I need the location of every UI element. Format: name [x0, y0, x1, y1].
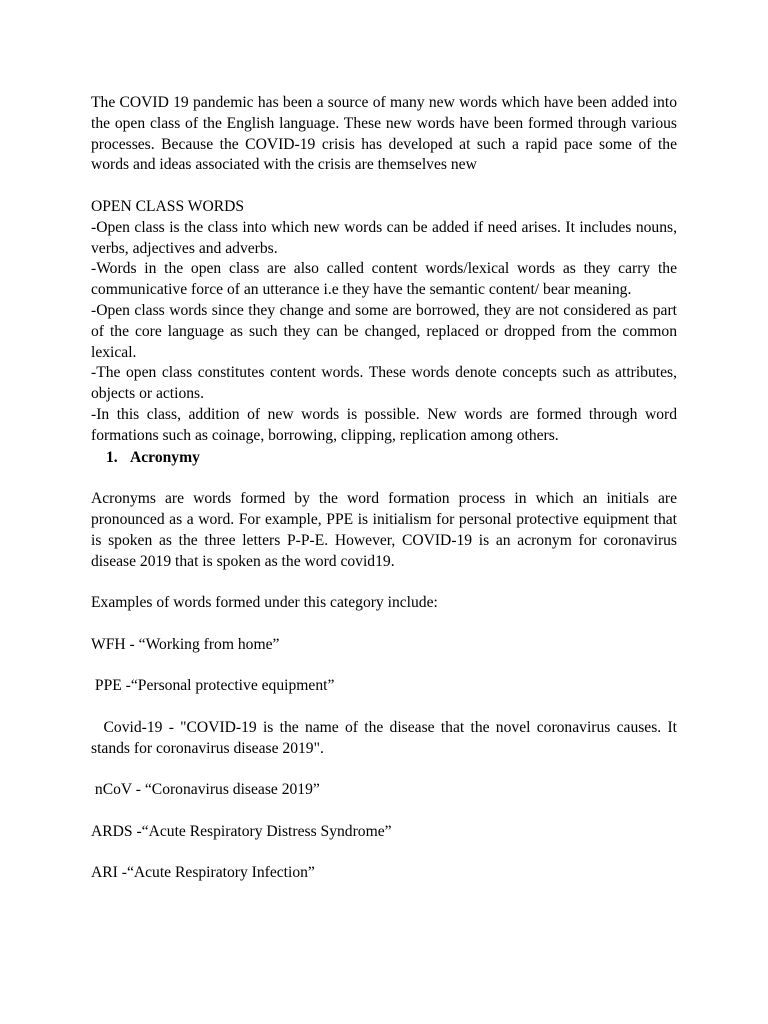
- spacer: [91, 572, 677, 593]
- spacer: [91, 176, 677, 197]
- acronymy-body: Acronyms are words formed by the word formation process in which an initials are pronounced as a word. For example, PPE is initialism for personal protective equipment that is spoken as the three letters P-P-E. However, COVID-19 is an acronym for coronavirus disease 2019 that is spoken as the word covid19.: [91, 490, 677, 570]
- open-class-point: -Open class is the class into which new words can be added if need arises. It includes nouns, verbs, adjectives and adverbs.: [91, 218, 677, 257]
- section-heading-acronymy: [91, 448, 677, 469]
- example-item: ARI -“Acute Respiratory Infection”: [91, 864, 315, 882]
- section-title: Acronymy: [130, 448, 200, 466]
- example-item: WFH - “Working from home”: [91, 635, 280, 653]
- open-class-point: -The open class constitutes content words. These words denote concepts such as attributes, objects or actions.: [91, 364, 677, 403]
- example-item: nCoV - “Coronavirus disease 2019”: [91, 781, 320, 799]
- spacer: [91, 801, 677, 822]
- section-number: 1.: [106, 448, 118, 466]
- intro-paragraph: The COVID 19 pandemic has been a source of many new words which have been added into the open class of the English language. These new words have been formed through various processes. Because the COVID-19 crisis has developed at such a rapid pace some of the words and ideas associated with the crisis are themselves new: [91, 94, 677, 174]
- example-item: Covid-19 - "COVID-19 is the name of the disease that the novel coronavirus causes. It stands for coronavirus disease 2019".: [91, 718, 681, 757]
- spacer: [91, 697, 677, 718]
- open-class-point: -Open class words since they change and some are borrowed, they are not considered as part of the core language as such they can be changed, replaced or dropped from the common lexical.: [91, 301, 677, 361]
- open-class-point: -Words in the open class are also called content words/lexical words as they carry the communicative force of an utterance i.e they have the semantic content/ bear meaning.: [91, 260, 677, 299]
- open-class-heading: OPEN CLASS WORDS: [91, 197, 245, 215]
- document-content: [91, 93, 681, 884]
- open-class-point: -In this class, addition of new words is possible. New words are formed through word formations such as coinage, borrowing, clipping, replication among others.: [91, 405, 677, 444]
- spacer: [91, 843, 677, 864]
- example-item: ARDS -“Acute Respiratory Distress Syndrome”: [91, 822, 392, 840]
- examples-intro: Examples of words formed under this category include:: [91, 594, 438, 612]
- example-item: PPE -“Personal protective equipment”: [91, 677, 335, 695]
- spacer: [91, 760, 677, 781]
- spacer: [91, 468, 677, 489]
- spacer: [91, 656, 677, 677]
- spacer: [91, 614, 677, 635]
